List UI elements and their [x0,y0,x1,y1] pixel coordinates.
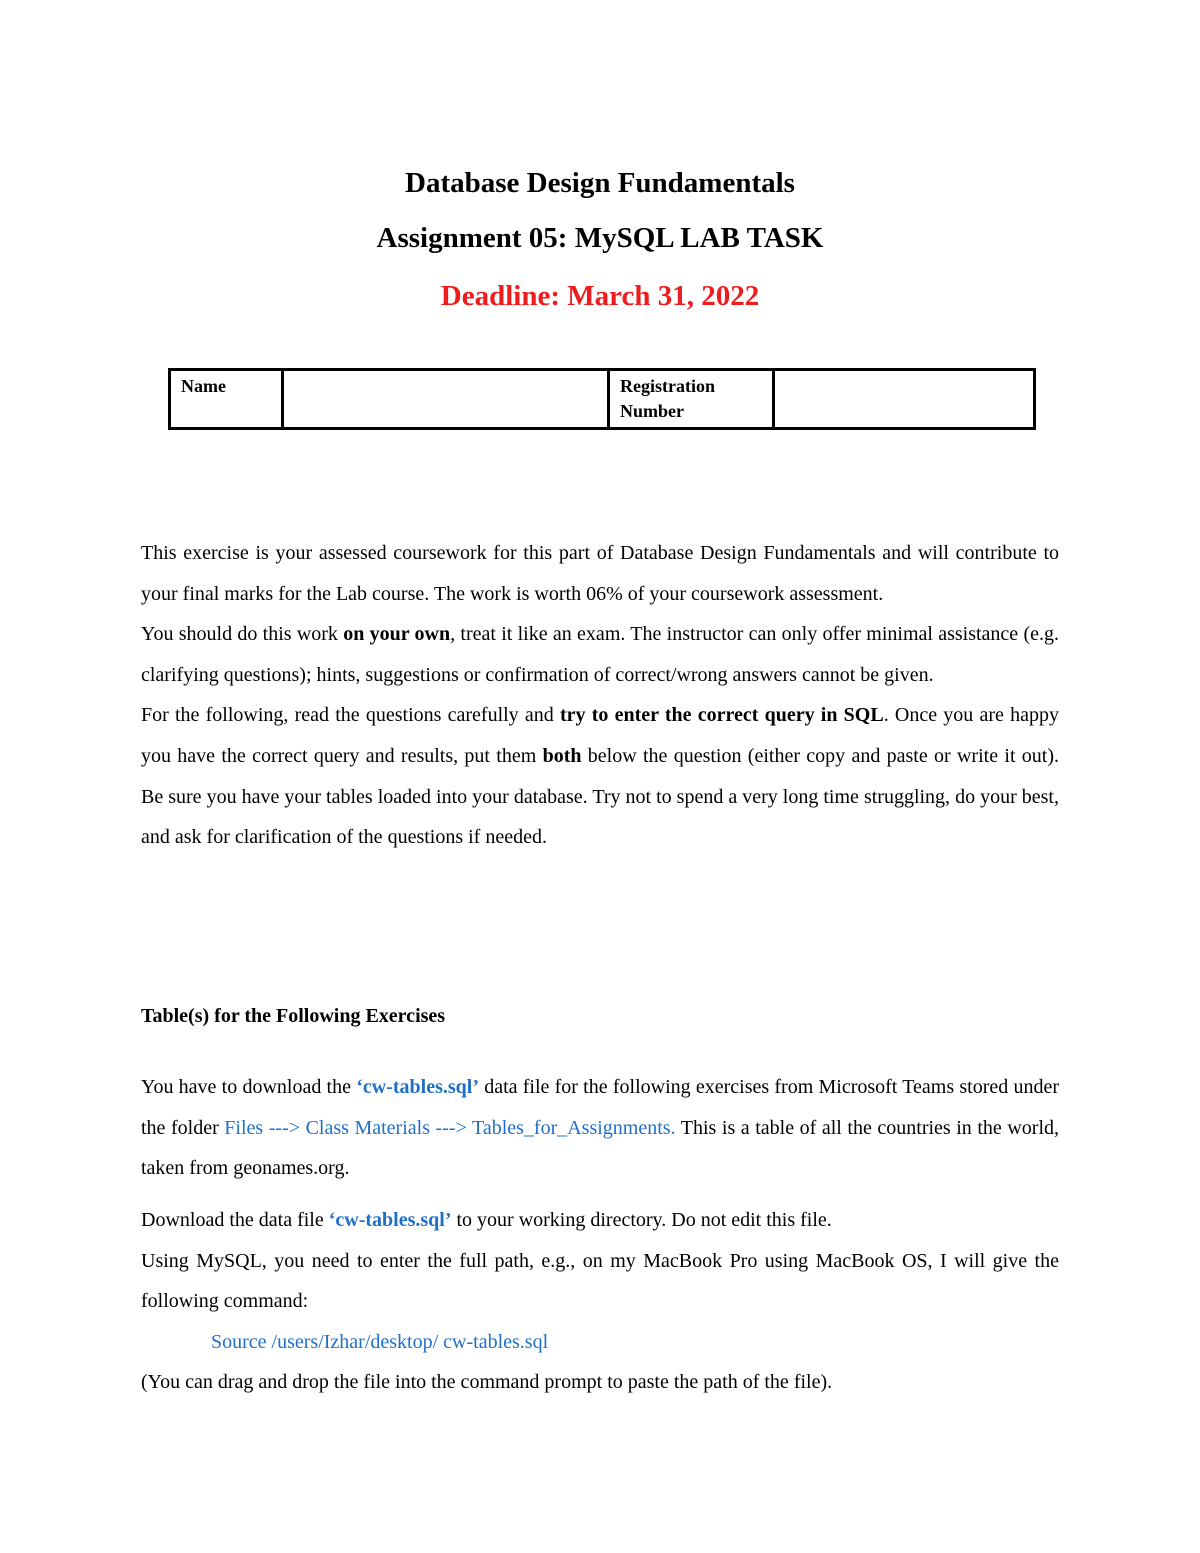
intro-p3-text: For the following, read the questions carefully and [141,704,560,727]
file-name-link[interactable]: ‘cw-tables.sql’ [356,1076,479,1098]
source-command: Source /users/Izhar/desktop/ cw-tables.sql [211,1330,549,1353]
student-info-table [168,368,1036,430]
tables-section-heading: Table(s) for the Following Exercises [141,1005,446,1027]
name-label: Name [181,376,226,396]
folder-path-link[interactable]: Files ---> Class Materials ---> Tables_for_Assignments. [224,1116,676,1139]
drag-drop-note: (You can drag and drop the file into the command prompt to paste the path of the file). [141,1371,833,1394]
intro-paragraph-3 [141,695,1059,857]
intro-paragraph-2 [141,614,1059,695]
registration-label-cell [609,370,774,429]
intro-section [141,533,1059,858]
file-name-link-2[interactable]: ‘cw-tables.sql’ [328,1209,452,1231]
registration-label-line1: Registration [620,376,715,396]
intro-paragraph-1: This exercise is your assessed coursework for this part of Database Design Fundamentals and will contribute to your final marks for the Lab course. The work is worth 06% of your coursework assessment. [141,542,1059,605]
intro-p3-emphasis-2: both [542,744,582,767]
intro-p3-rest: below the question (either copy and paste or write it out). Be sure you have your tables loaded into your database. Try not to spend a very long time struggling, do your best, and ask for clarification of the questions if needed. [141,744,1060,849]
registration-label-line2: Number [620,401,684,421]
mysql-path-paragraph: Using MySQL, you need to enter the full path, e.g., on my MacBook Pro using MacBook OS, I will give the following command: [141,1249,1059,1313]
intro-p3-text-2: . Once you are happy you have the correct query and results, put them [141,704,1059,767]
download-text-2: data file for the following exercises from Microsoft Teams stored under the folder [141,1076,1060,1139]
intro-p3-emphasis: try to enter the correct query in SQL [559,704,884,727]
intro-p2-text: You should do this work [141,623,344,646]
name-value-cell[interactable] [283,370,609,429]
registration-value-cell[interactable] [774,370,1035,429]
assignment-subtitle: Assignment 05: MySQL LAB TASK [376,222,824,254]
working-dir-text-2: to your working directory. Do not edit this file. [451,1209,832,1231]
document-title: Database Design Fundamentals [405,167,795,199]
working-directory-paragraph [141,1200,1059,1241]
download-paragraph [141,1067,1059,1189]
intro-p2-emphasis: on your own [343,623,451,646]
working-dir-text: Download the data file [141,1209,329,1231]
name-label-cell [170,370,283,429]
deadline-text: Deadline: March 31, 2022 [440,280,760,312]
download-text: You have to download the [141,1076,357,1098]
instructions-section [141,1200,1059,1403]
intro-p2-rest: , treat it like an exam. The instructor can only offer minimal assistance (e.g. clarifying questions); hints, suggestions or confirmation of correct/wrong answers cannot be given. [141,623,1060,686]
download-text-3: This is a table of all the countries in the world, taken from geonames.org. [141,1116,1060,1180]
